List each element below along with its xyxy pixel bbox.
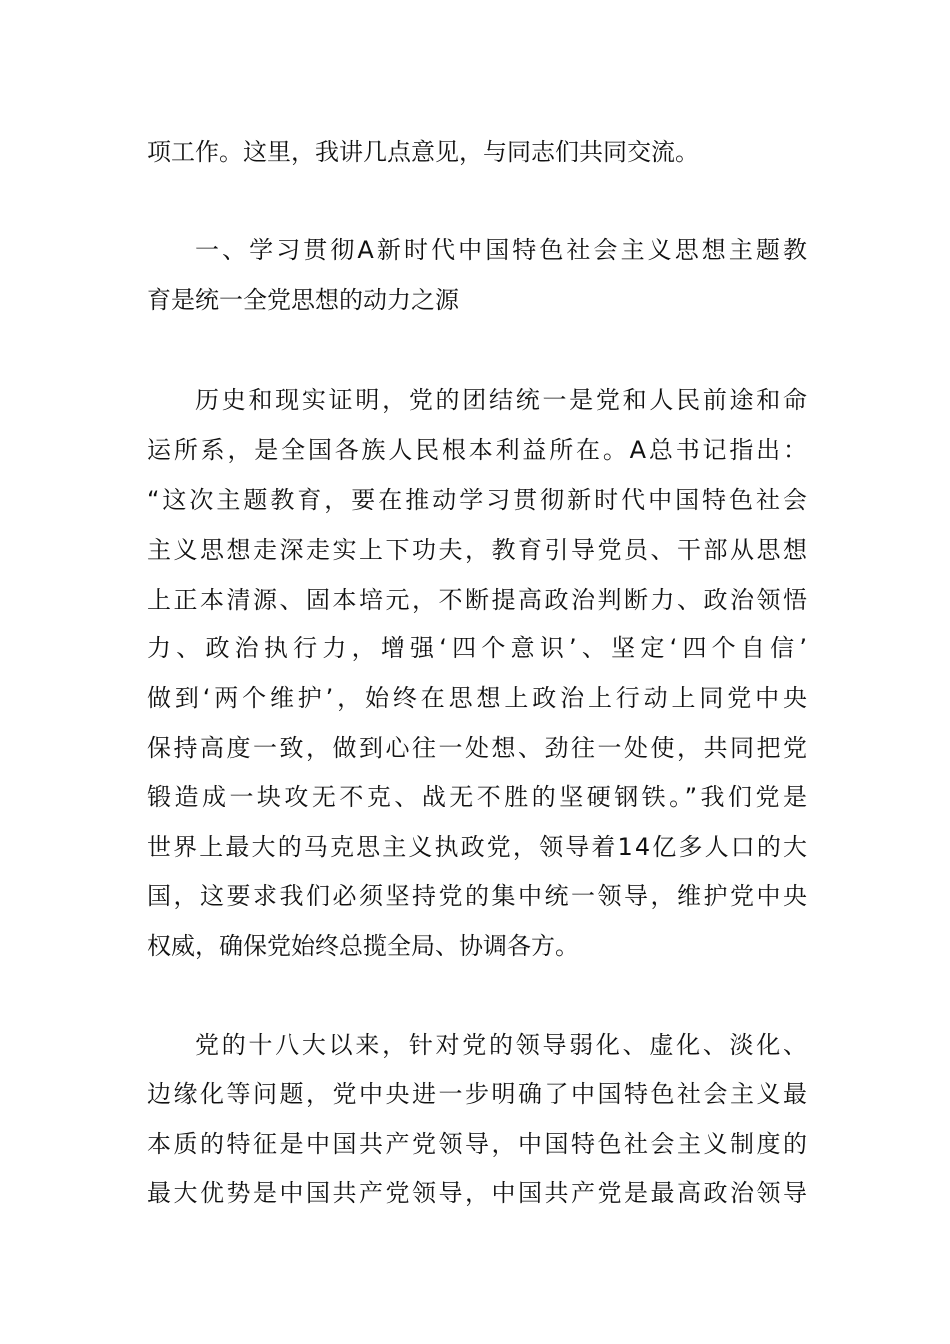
section-heading-line: 一、学习贯彻A新时代中国特色社会主义思想主题教 [195, 236, 811, 264]
paragraph-line: 力、政治执行力，增强‘四个意识’、坚定‘四个自信’ [147, 634, 813, 662]
paragraph-line: 党的十八大以来，针对党的领导弱化、虚化、淡化、 [195, 1031, 810, 1059]
paragraph-line: 本质的特征是中国共产党领导，中国特色社会主义制度的 [147, 1130, 810, 1158]
paragraph-line: 保持高度一致，做到心往一处想、劲往一处使，共同把党 [147, 734, 810, 762]
paragraph-line: 做到‘两个维护’，始终在思想上政治上行动上同党中央 [147, 684, 811, 712]
section-heading-line: 育是统一全党思想的动力之源 [147, 286, 459, 314]
paragraph-line: 最大优势是中国共产党领导，中国共产党是最高政治领导 [147, 1179, 810, 1207]
paragraph-line: 运所系，是全国各族人民根本利益所在。A总书记指出： [147, 436, 810, 464]
paragraph-line: 国，这要求我们必须坚持党的集中统一领导，维护党中央 [147, 882, 810, 910]
paragraph-line: 上正本清源、固本培元，不断提高政治判断力、政治领悟 [147, 586, 810, 614]
paragraph-line: 边缘化等问题，党中央进一步明确了中国特色社会主义最 [147, 1080, 810, 1108]
paragraph-line: 权威，确保党始终总揽全局、协调各方。 [147, 932, 579, 960]
paragraph-line: 主义思想走深走实上下功夫，教育引导党员、干部从思想 [147, 536, 810, 564]
paragraph-line: 项工作。这里，我讲几点意见，与同志们共同交流。 [147, 138, 699, 166]
paragraph-line: 历史和现实证明，党的团结统一是党和人民前途和命 [195, 386, 810, 414]
paragraph-line: 锻造成一块攻无不克、战无不胜的坚硬钢铁。”我们党是 [147, 783, 811, 811]
paragraph-line: 世界上最大的马克思主义执政党，领导着14亿多人口的大 [147, 833, 810, 861]
paragraph-line: “这次主题教育，要在推动学习贯彻新时代中国特色社会 [147, 486, 810, 514]
